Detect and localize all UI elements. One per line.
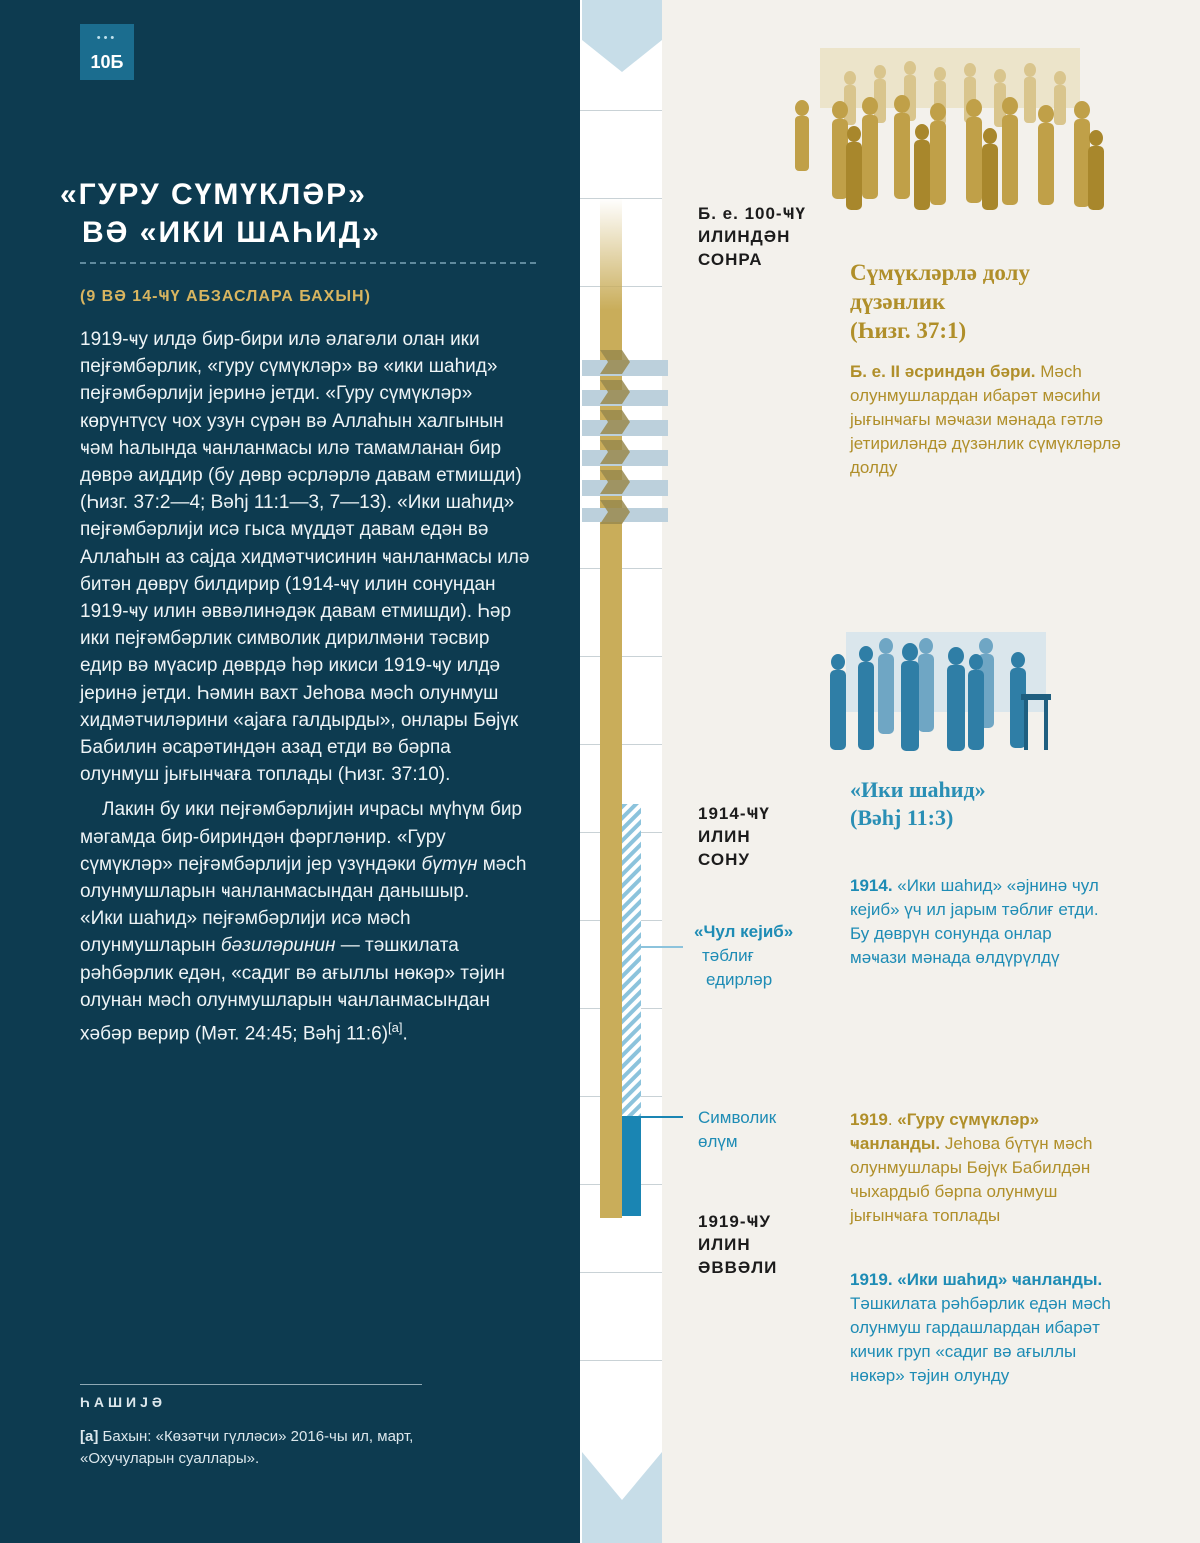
footnote-heading: ҺАШИЈӘ [80, 1394, 167, 1410]
marker-1914 [698, 802, 770, 871]
timeline-tick [580, 1272, 662, 1273]
emphasis-text: бәзиләринин [220, 935, 336, 957]
body-text: — тәшкилата рәһбәрлик едән, «садиг вә ағыллы нөкәр» тәјин олунан мәсһ олунмушларын ҹанланмасындан хәбәр верир (Мәт. 24:45; Вәһј 11:6) [80, 935, 505, 1045]
witnesses-heading [850, 776, 986, 832]
label-line: тәблиғ [702, 946, 754, 965]
event-lead: 1919. «Ики шаһид» ҹанланды. [850, 1270, 1103, 1289]
heading-line: «Ики шаһид» [850, 777, 986, 802]
timeline-end-chevron [582, 1452, 662, 1543]
two-witnesses-illustration [826, 632, 1056, 752]
label-line: Символик [698, 1108, 777, 1127]
event-text: Јеһова бүтүн мәсһ олунмушлары Бөјүк Бабилдән чыхардыб бәрпа олунмуш јығынҹаға топлады [850, 1134, 1093, 1225]
body-paragraph-1: 1919-ҹу илдә бир-бири илә әлагәли олан ики пеjғәмбәрлик, «гуру сүмүкләр» вә «ики шаһид» пеjғәмбәрлији јеринә јетди. «Гуру сүмүкләр» көрүнтүсү чох узун сүрән вә Аллаһын халгынын ҹәм һалында ҹанланмасы илә тамамланан бир дөврә аиддир (бу дөвр әсрләрлә давам етмишди) (Һизг. 37:2—4; Вәһј 11:1—3, 7—13). «Ики шаһид» пеjғәмбәрлији исә гыса мүддәт давам едән вә Аллаһын аз сајда хидмәтчисинин ҹанланмасы илә битән дөврү билдирир (1914-ҹү илин сонундан 1919-ҹу илин әввәлинәдәк давам етмишди). Һәр ики пеjғәмбәрлик символик дирилмәни тәсвир едир вә мүасир дөврдә һәр икиси 1919-ҹу илдә јеринә јетди. Һәмин вахт Јеһова мәсһ олунмуш хидмәтчиләрини «ајаға галдырды», онлары Бөјүк Бабилин әсарәтиндән азад етди вә бәрпа олунмуш јығынҹаға топлады (Һизг. 37:10). [80, 329, 530, 786]
page-number: 10Б [90, 52, 124, 72]
witnesses-preaching-bar [622, 804, 641, 1116]
event-text: Тәшкилата рәһбәрлик едән мәсһ олунмуш гардашлардан ибарәт кичик груп «садиг вә ағыллы нөкәр» тәјин олунду [850, 1294, 1111, 1385]
title-line-1: «ГУРУ СҮМҮКЛӘР» [60, 178, 367, 211]
heading-line: (Һизг. 37:1) [850, 318, 967, 343]
marker-1919 [698, 1210, 777, 1279]
lead-text: Б. е. II әсриндән бәри. [850, 362, 1036, 381]
marker-line: СОНУ [698, 850, 750, 869]
death-connector [641, 1116, 683, 1118]
body-text: . [402, 1023, 408, 1045]
body-text: мәсһ олунмушларын ҹанланмасындан данышыр. [80, 853, 527, 903]
paragraph-reference: (9 ВӘ 14-ҸҮ АБЗАСЛАРА БАХЫН) [80, 288, 371, 305]
symbolic-death-label [698, 1106, 776, 1154]
footnote-divider [80, 1384, 422, 1385]
marker-line: 1919-ҸУ [698, 1212, 771, 1231]
event-lead: «Гуру сүмүкләр» ҹанланды. [850, 1110, 1040, 1153]
footnote-text [80, 1426, 430, 1470]
label-line: өлүм [698, 1132, 738, 1151]
witnesses-description [850, 874, 1100, 970]
article-panel [0, 0, 580, 1543]
footnote-body: Бахын: «Көзәтчи гүлләси» 2016-чы ил, март, «Охучуларын суаллары». [80, 1428, 414, 1467]
footnote-marker: [a] [80, 1428, 99, 1445]
article-title [60, 176, 540, 252]
title-divider [80, 262, 536, 264]
preaching-label [694, 920, 793, 992]
label-line: «Чул кејиб» [694, 922, 794, 941]
resurrected-crowd-illustration [790, 48, 1120, 213]
timeline-tick [580, 110, 662, 111]
bones-heading [850, 258, 1030, 345]
heading-line: Сүмүкләрлә долу [850, 260, 1030, 285]
symbolic-death-bar [622, 1116, 641, 1216]
article-body [80, 326, 535, 1048]
emphasis-text: бүтүн [421, 853, 478, 875]
timeline-start-chevron [582, 0, 662, 74]
marker-line: ИЛИН [698, 1235, 751, 1254]
zigzag-pattern [582, 350, 668, 525]
heading-line: дүзәнлик [850, 289, 946, 314]
description-text: Мәсһ олунмушлардан ибарәт мәсиһи јығынҹағы мәҹази мәнада гәтлә јетириләндә дүзәнлик сүмүкләрлә долду [850, 362, 1121, 477]
timeline-tick [580, 1360, 662, 1361]
marker-line: СОНРА [698, 250, 763, 269]
body-text: «Ики шаһид» пеjғәмбәрлији исә мәсһ олунмушларын [80, 908, 411, 957]
preaching-connector [641, 946, 683, 948]
footnote-ref-link[interactable]: [a] [388, 1020, 403, 1036]
event-year: 1919 [850, 1110, 888, 1129]
marker-line: ИЛИНДӘН [698, 227, 791, 246]
marker-line: 1914-ҸҮ [698, 804, 770, 823]
title-line-2: ВӘ «ИКИ ШАҺИД» [82, 216, 381, 249]
marker-line: Б. е. 100-ҸҮ [698, 204, 806, 223]
marker-line: ӘВВӘЛИ [698, 1258, 778, 1277]
label-line: едирләр [706, 970, 773, 989]
witnesses-event-1919 [850, 1268, 1120, 1388]
bones-event-1919: 1919. «Гуру сүмүкләр» ҹанланды. Јеһова бүтүн мәсһ олунмушлары Бөјүк Бабилдән чыхардыб бәрпа олунмуш јығынҹаға топлады [850, 1110, 1093, 1225]
marker-line: ИЛИН [698, 827, 751, 846]
heading-line: (Вәһј 11:3) [850, 805, 954, 830]
body-paragraph-3 [80, 905, 535, 1047]
description-text: «Ики шаһид» «әјнинә чул кејиб» үч ил јарым тәблиғ етди. Бу дөврүн сонунда онлар мәҹази мәнада өлдүрүлдү [850, 876, 1099, 967]
page-dots: ••• [96, 32, 118, 44]
page-number-badge [80, 24, 134, 80]
bones-description [850, 360, 1130, 480]
body-text: Лакин бу ики пеjғәмбәрлијин ичрасы мүһүм бир мәгамда бир-бириндән фәргләнир. «Гуру сүмүкләр» пеjғәмбәрлији јер үзүндәки [80, 799, 523, 875]
lead-text: 1914. [850, 876, 893, 895]
body-paragraph-2 [80, 796, 535, 905]
